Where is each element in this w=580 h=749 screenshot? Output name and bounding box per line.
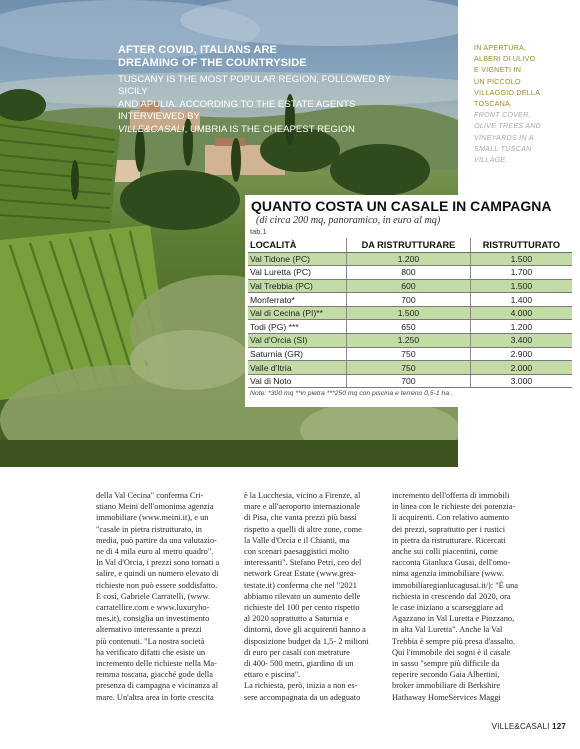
cell-to-renovate: 700: [347, 293, 471, 307]
cell-place: Saturnia (GR): [248, 347, 347, 361]
side-caption-line: ALBERI DI ULIVO: [474, 54, 536, 64]
body-line: di Pisa, che vanta prezzi più bassi: [244, 513, 357, 523]
side-caption-line: UN PICCOLO: [474, 76, 521, 86]
cell-to-renovate: 750: [347, 347, 471, 361]
body-line: E così, Gabriele Carratelli, (www.: [96, 591, 211, 601]
cell-to-renovate: 1.250: [347, 334, 471, 348]
cell-place: Monferrato*: [248, 293, 347, 307]
body-line: salire, e quindi un numero elevato di: [96, 569, 219, 579]
cell-place: Val di Noto: [248, 374, 347, 388]
body-line: in sasso "sempre più difficile da: [392, 659, 500, 669]
body-line: di 400- 500 metri, giardino di un: [244, 659, 354, 669]
side-caption: [474, 42, 564, 165]
body-line: rispetto a quelli di altre zone, come: [244, 524, 362, 534]
side-caption-line: IN APERTURA,: [474, 43, 527, 52]
body-line: immobiliare (www.meini.it), e un: [96, 513, 209, 523]
cell-renovated: 4.000: [470, 306, 572, 320]
side-caption-line: SMALL TUSCAN: [474, 143, 532, 153]
side-caption-line: TOSCANA.: [474, 99, 513, 109]
cell-renovated: 1.400: [470, 293, 572, 307]
side-caption-line: VINEYARDS IN A: [474, 132, 534, 142]
body-line: incremento delle richieste nella Ma-: [96, 659, 217, 669]
cell-place: Val Luretta (PC): [248, 266, 347, 280]
column-header: LOCALITÀ: [248, 238, 347, 252]
side-caption-line: VILLAGE.: [474, 155, 508, 165]
body-line: mare e all'aeroporto internazionale: [244, 502, 361, 512]
body-line: incremento dell'offerta di immobili: [392, 491, 510, 500]
body-line: In Val d'Orcia, i prezzi sono tornati a: [96, 558, 220, 568]
side-caption-line: FRONT COVER,: [474, 110, 531, 120]
cell-renovated: 3.000: [470, 374, 572, 388]
cell-place: Todi (PG) ***: [248, 320, 347, 334]
side-caption-line: VILLAGGIO DELLA: [474, 87, 541, 97]
cell-renovated: 2.900: [470, 347, 572, 361]
page-number: 127: [552, 722, 566, 731]
body-line: nima agenzia immobiliare (www.: [392, 569, 505, 579]
body-line: la Valle d'Orcia e il Chianti, ma: [244, 535, 350, 545]
table-row: [248, 361, 572, 375]
table-row: [248, 320, 572, 334]
body-line: della Val Cecina" conferma Cri-: [96, 491, 204, 500]
table-header-row: [248, 238, 572, 252]
cell-to-renovate: 750: [347, 361, 471, 375]
body-line: ettaro e piscina".: [244, 670, 301, 680]
table-subtitle: (di circa 200 mq, panoramico, in euro al mq): [256, 215, 441, 226]
body-line: Hathaway HomeServices Maggi: [392, 692, 501, 702]
body-line: sere accompagnata da un adeguato: [244, 692, 361, 702]
body-line: richiesta in crescendo dal 2020, ora: [392, 591, 511, 601]
table-row: [248, 252, 572, 266]
body-line: carratellire.com e www.luxuryho-: [96, 603, 210, 613]
body-line: disposizione budget da 1,5- 2 milioni: [244, 636, 369, 646]
body-line: mare. Un'altra area in forte crescita: [96, 692, 214, 702]
cell-place: Valle d'Itria: [248, 361, 347, 375]
cell-renovated: 1.500: [470, 279, 572, 293]
body-line: Trebbia è sempre più presa d'assalto.: [392, 636, 516, 646]
body-line: di euro per casali con metrature: [244, 647, 350, 657]
table-row: [248, 306, 572, 320]
body-line: mes.it), consiglia un investimento: [96, 614, 210, 624]
body-line: le case iniziano a scarseggiare ad: [392, 603, 503, 613]
photo-caption: [118, 44, 418, 136]
cell-renovated: 1.500: [470, 252, 572, 266]
body-line: presenza di campagna e vicinanza al: [96, 681, 219, 691]
column-header: RISTRUTTURATO: [470, 238, 572, 252]
magazine-footer-name: VILLE&CASALI: [491, 722, 550, 731]
body-line: interessanti". Stefano Petri, ceo del: [244, 558, 362, 568]
body-line: media, può partire da una valutazio-: [96, 535, 217, 545]
body-line: dei prezzi, soprattutto per i rustici: [392, 524, 506, 534]
body-line: ne di 4 mila euro al metro quadro".: [96, 547, 214, 557]
body-line: dintorni, dove gli acquirenti hanno a: [244, 625, 366, 635]
cell-place: Val Trebbia (PC): [248, 279, 347, 293]
body-line: è la Lucchesia, vicino a Firenze, al: [244, 491, 361, 500]
cell-place: Val di Cecina (PI)**: [248, 306, 347, 320]
body-line: immobiliaregianlucagusai.it/): "È una: [392, 580, 518, 590]
cell-renovated: 2.000: [470, 361, 572, 375]
table-row: [248, 279, 572, 293]
body-line: remma toscana, giacché gode della: [96, 670, 213, 680]
table-row: [248, 347, 572, 361]
column-header: DA RISTRUTTURARE: [347, 238, 471, 252]
table-row: [248, 334, 572, 348]
cell-to-renovate: 600: [347, 279, 471, 293]
body-column-1: [96, 490, 239, 703]
body-line: network Great Estate (www.grea-: [244, 569, 357, 579]
body-line: racconta Gianluca Gusai, dell'omo-: [392, 558, 511, 568]
body-column-2: [244, 490, 387, 703]
body-line: richieste del 100 per cento rispetto: [244, 603, 360, 613]
body-line: ha verificato difatti che esiste un: [96, 647, 206, 657]
cell-to-renovate: 650: [347, 320, 471, 334]
body-line: anche sui colli piacentini, come: [392, 547, 498, 557]
body-line: in alta Val Luretta". Anche la Val: [392, 625, 503, 635]
page-folio: [492, 722, 566, 731]
body-line: in linea con le richieste dei potenzia-: [392, 502, 516, 512]
cell-to-renovate: 700: [347, 374, 471, 388]
table-row: [248, 266, 572, 280]
cell-renovated: 1.700: [470, 266, 572, 280]
cell-renovated: 1.200: [470, 320, 572, 334]
body-line: in pietra da ristrutturare. Ricercati: [392, 535, 506, 545]
cell-to-renovate: 800: [347, 266, 471, 280]
table-note: Note: *300 mq **in pietra ***250 mq con piscina e terreno 0,5-1 ha .: [250, 390, 453, 398]
price-table-box: [245, 195, 580, 407]
table-row: [248, 293, 572, 307]
caption-subhead-line: [118, 124, 418, 136]
side-caption-it: [474, 42, 564, 109]
caption-subhead-line: AND APULIA. ACCORDING TO THE ESTATE AGENTS INTERVIEWED BY: [118, 98, 356, 123]
body-line: li acquirenti. Con relativo aumento: [392, 513, 509, 523]
body-column-3: [392, 490, 535, 703]
body-line: con scenari paesaggistici molto: [244, 547, 349, 557]
price-table: [248, 238, 572, 388]
cell-to-renovate: 1.500: [347, 306, 471, 320]
caption-subhead-line: TUSCANY IS THE MOST POPULAR REGION, FOLLOWED BY SICILY: [118, 74, 391, 98]
table-row: [248, 374, 572, 388]
table-title: QUANTO COSTA UN CASALE IN CAMPAGNA: [251, 198, 552, 214]
caption-subhead: [118, 74, 418, 136]
body-line: reperire secondo Gaia Albertini,: [392, 670, 500, 680]
body-line: al 2020 soprattutto a Saturnia e: [244, 614, 349, 624]
body-line: alternativo interessante a prezzi: [96, 625, 202, 635]
caption-subhead-rest: , UMBRIA IS THE CHEAPEST REGION: [184, 123, 355, 135]
side-caption-en: [474, 109, 564, 165]
cell-place: Val d'Orcia (SI): [248, 334, 347, 348]
body-line: testate.it) conferma che nel "2021: [244, 580, 357, 590]
magazine-name: VILLE&CASALI: [118, 123, 185, 135]
cell-place: Val Tidone (PC): [248, 252, 347, 266]
body-line: broker immobiliare di Berkshire: [392, 681, 501, 691]
body-line: Qui l'immobile dei sogni è il casale: [392, 647, 511, 657]
body-line: Agazzano in Val Luretta e Piozzano,: [392, 614, 515, 624]
body-line: stiano Meini dell'omonima agenzia: [96, 502, 214, 512]
side-caption-line: OLIVE TREES AND: [474, 121, 542, 131]
cell-renovated: 3.400: [470, 334, 572, 348]
body-line: abbiamo rilevato un aumento delle: [244, 591, 361, 601]
body-line: più contenuti. "La nostra società: [96, 636, 205, 646]
table-reference: tab.1: [250, 227, 267, 236]
body-line: "casale in pietra ristrutturato, in: [96, 524, 202, 534]
cell-to-renovate: 1.200: [347, 252, 471, 266]
body-line: La richiesta, però, inizia a non es-: [244, 681, 358, 691]
caption-headline-line: AFTER COVID, ITALIANS ARE: [118, 44, 277, 56]
caption-headline-line: DREAMING OF THE COUNTRYSIDE: [118, 57, 307, 69]
body-line: richieste non può essere soddisfatto.: [96, 580, 218, 590]
caption-headline: [118, 44, 418, 70]
side-caption-line: E VIGNETI IN: [474, 65, 522, 75]
